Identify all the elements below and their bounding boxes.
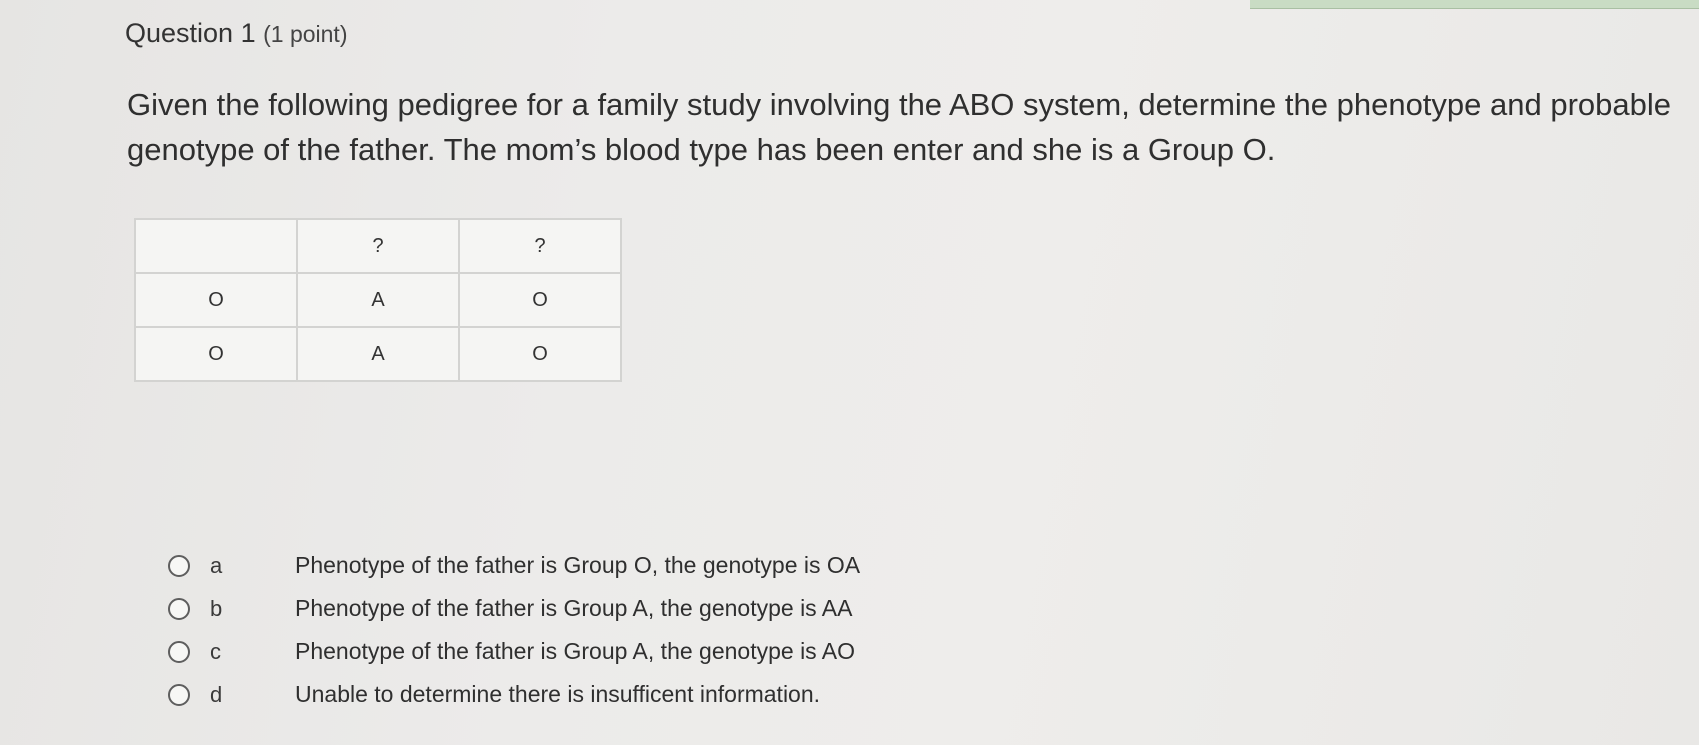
table-cell: O — [459, 273, 621, 327]
radio-button-c[interactable] — [168, 641, 190, 663]
question-title — [125, 18, 347, 49]
question-text: Given the following pedigree for a family study involving the ABO system, determine the phenotype and probable genotype of the father. The mom’s blood type has been enter and she is a Group O. — [127, 87, 1672, 167]
option-letter: d — [210, 681, 223, 707]
option-letter: b — [210, 595, 223, 621]
option-letter: a — [210, 552, 223, 578]
option-label[interactable]: Unable to determine there is insufficent information. — [295, 681, 821, 707]
table-row — [135, 327, 621, 381]
question-number: Question 1 — [125, 18, 256, 48]
table-cell: ? — [297, 219, 459, 273]
option-a[interactable] — [168, 544, 860, 587]
table-cell: O — [135, 327, 297, 381]
option-c[interactable] — [168, 630, 860, 673]
option-letter: c — [210, 638, 221, 664]
option-label[interactable]: Phenotype of the father is Group O, the genotype is OA — [295, 552, 861, 578]
table-cell: A — [297, 273, 459, 327]
table-cell: O — [459, 327, 621, 381]
table-cell: O — [135, 273, 297, 327]
radio-button-d[interactable] — [168, 684, 190, 706]
question-points: (1 point) — [263, 21, 348, 47]
option-label[interactable]: Phenotype of the father is Group A, the genotype is AO — [295, 638, 856, 664]
radio-button-a[interactable] — [168, 555, 190, 577]
top-status-bar — [1250, 0, 1699, 9]
answer-options — [168, 544, 860, 716]
pedigree-table — [134, 218, 622, 382]
option-b[interactable] — [168, 587, 860, 630]
table-cell: ? — [459, 219, 621, 273]
option-label[interactable]: Phenotype of the father is Group A, the genotype is AA — [295, 595, 853, 621]
radio-button-b[interactable] — [168, 598, 190, 620]
option-d[interactable] — [168, 673, 860, 716]
table-cell — [135, 219, 297, 273]
table-row — [135, 273, 621, 327]
table-row — [135, 219, 621, 273]
table-cell: A — [297, 327, 459, 381]
